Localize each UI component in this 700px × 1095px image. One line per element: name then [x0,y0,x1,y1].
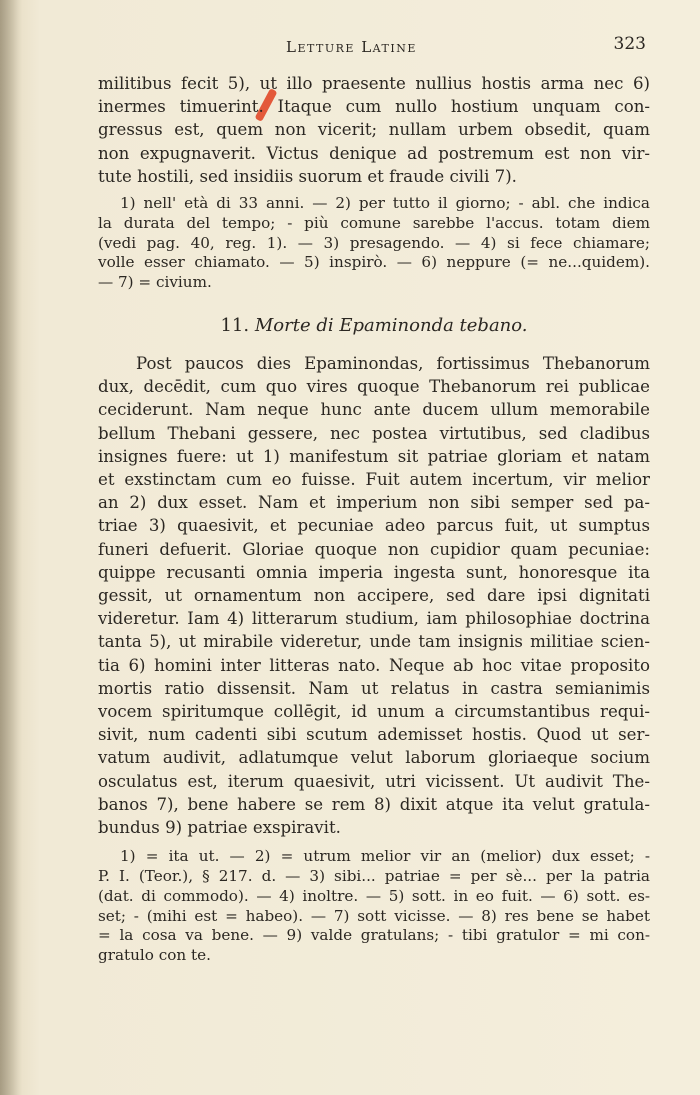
text-line: insignes fuere: ut 1) manifestum sit patriae gloriam et natam [98,446,650,466]
text-line: triae 3) quaesivit, et pecuniae adeo parcus fuit, ut sumptus [98,516,650,536]
footnote-line: la durata del tempo; - più comune sarebbe l'accus. totam diem [98,213,650,232]
footnote-line: (vedi pag. 40, reg. 1). — 3) presagendo. — 4) si fece chiamare; [98,233,650,252]
text-line: mortis ratio dissensit. Nam ut relatus in castra semianimis [98,678,650,698]
text-line: gressus est, quem non vicerit; nullam urbem obsedit, quam [98,120,650,140]
footnote-line: = la cosa va bene. — 9) valde gratulans; - tibi gratulor = mi con- [98,926,650,945]
footnote-line: — 7) = civium. [98,273,212,292]
top-footnotes [98,194,650,293]
footnote-line: volle esser chiamato. — 5) inspirò. — 6) neppure (= ne...quidem). [98,253,650,272]
top-paragraph [98,72,650,188]
text-line: ceciderunt. Nam neque hunc ante ducem ullum memorabile [98,400,650,420]
footnote-line: 1) = ita ut. — 2) = utrum melior vir an (melior) dux esset; - [120,847,650,866]
text-line: funeri defuerit. Gloriae quoque non cupidior quam pecuniae: [98,539,650,559]
text-line: non expugnaverit. Victus denique ad postremum est non vir- [98,143,650,163]
text-line: vocem spiritumque collēgit, id unum a circumstantibus requi- [98,702,650,722]
gutter-shadow [0,0,22,1095]
bottom-footnotes [98,847,650,966]
section-heading [98,315,650,336]
page-number: 323 [613,34,646,54]
page-content [98,70,650,966]
text-line: tute hostili, sed insidiis suorum et fraude civili 7). [98,166,517,186]
text-line: gessit, ut ornamentum non accipere, sed dare ipsi dignitati [98,586,650,606]
text-line: bundus 9) patriae exspiravit. [98,818,341,838]
text-line: tanta 5), ut mirabile videretur, unde tam insignis militiae scien- [98,632,650,652]
main-paragraph [98,352,650,839]
text-line: quippe recusanti omnia imperia ingesta sunt, honoresque ita [98,562,650,582]
text-line: dux, decēdit, cum quo vires quoque Thebanorum rei publicae [98,377,650,397]
text-line: videretur. Iam 4) litterarum studium, iam philosophiae doctrina [98,609,650,629]
text-line: sivit, num cadenti sibi scutum ademisset hostis. Quod ut ser- [98,725,650,745]
footnote-line: (dat. di commodo). — 4) inoltre. — 5) sott. in eo fuit. — 6) sott. es- [98,886,650,905]
footnote-line: 1) nell' età di 33 anni. — 2) per tutto il giorno; - abl. che indica [120,194,650,213]
section-number: 11. [220,315,250,336]
page-header [96,34,646,60]
text-line: vatum audivit, adlatumque velut laborum gloriaeque socium [98,748,650,768]
text-line: an 2) dux esset. Nam et imperium non sibi semper sed pa- [98,493,650,513]
text-line: militibus fecit 5), ut illo praesente nullius hostis arma nec 6) [98,74,650,93]
text-line: bellum Thebani gessere, nec postea virtutibus, sed cladibus [98,423,650,443]
text-line: Post paucos dies Epaminondas, fortissimus Thebanorum [136,354,650,373]
text-line: banos 7), bene habere se rem 8) dixit atque ita velut gratula- [98,794,650,814]
footnote-line: gratulo con te. [98,946,211,965]
text-line: osculatus est, iterum quaesivit, utri vicissent. Ut audivit The- [98,771,650,791]
text-line: et exstinctam cum eo fuisse. Fuit autem incertum, vir melior [98,470,650,490]
section-title: Morte di Epaminonda tebano. [254,315,528,336]
text-line: tia 6) homini inter litteras nato. Neque ab hoc vitae proposito [98,655,650,675]
text-line: inermes timuerint. Itaque cum nullo hostium unquam con- [98,97,650,117]
footnote-line: P. I. (Teor.), § 217. d. — 3) sibi... patriae = per sè... per la patria [98,867,650,886]
footnote-line: set; - (mihi est = habeo). — 7) sott vicisse. — 8) res bene se habet [98,906,650,925]
running-title: Letture Latine [286,38,417,56]
